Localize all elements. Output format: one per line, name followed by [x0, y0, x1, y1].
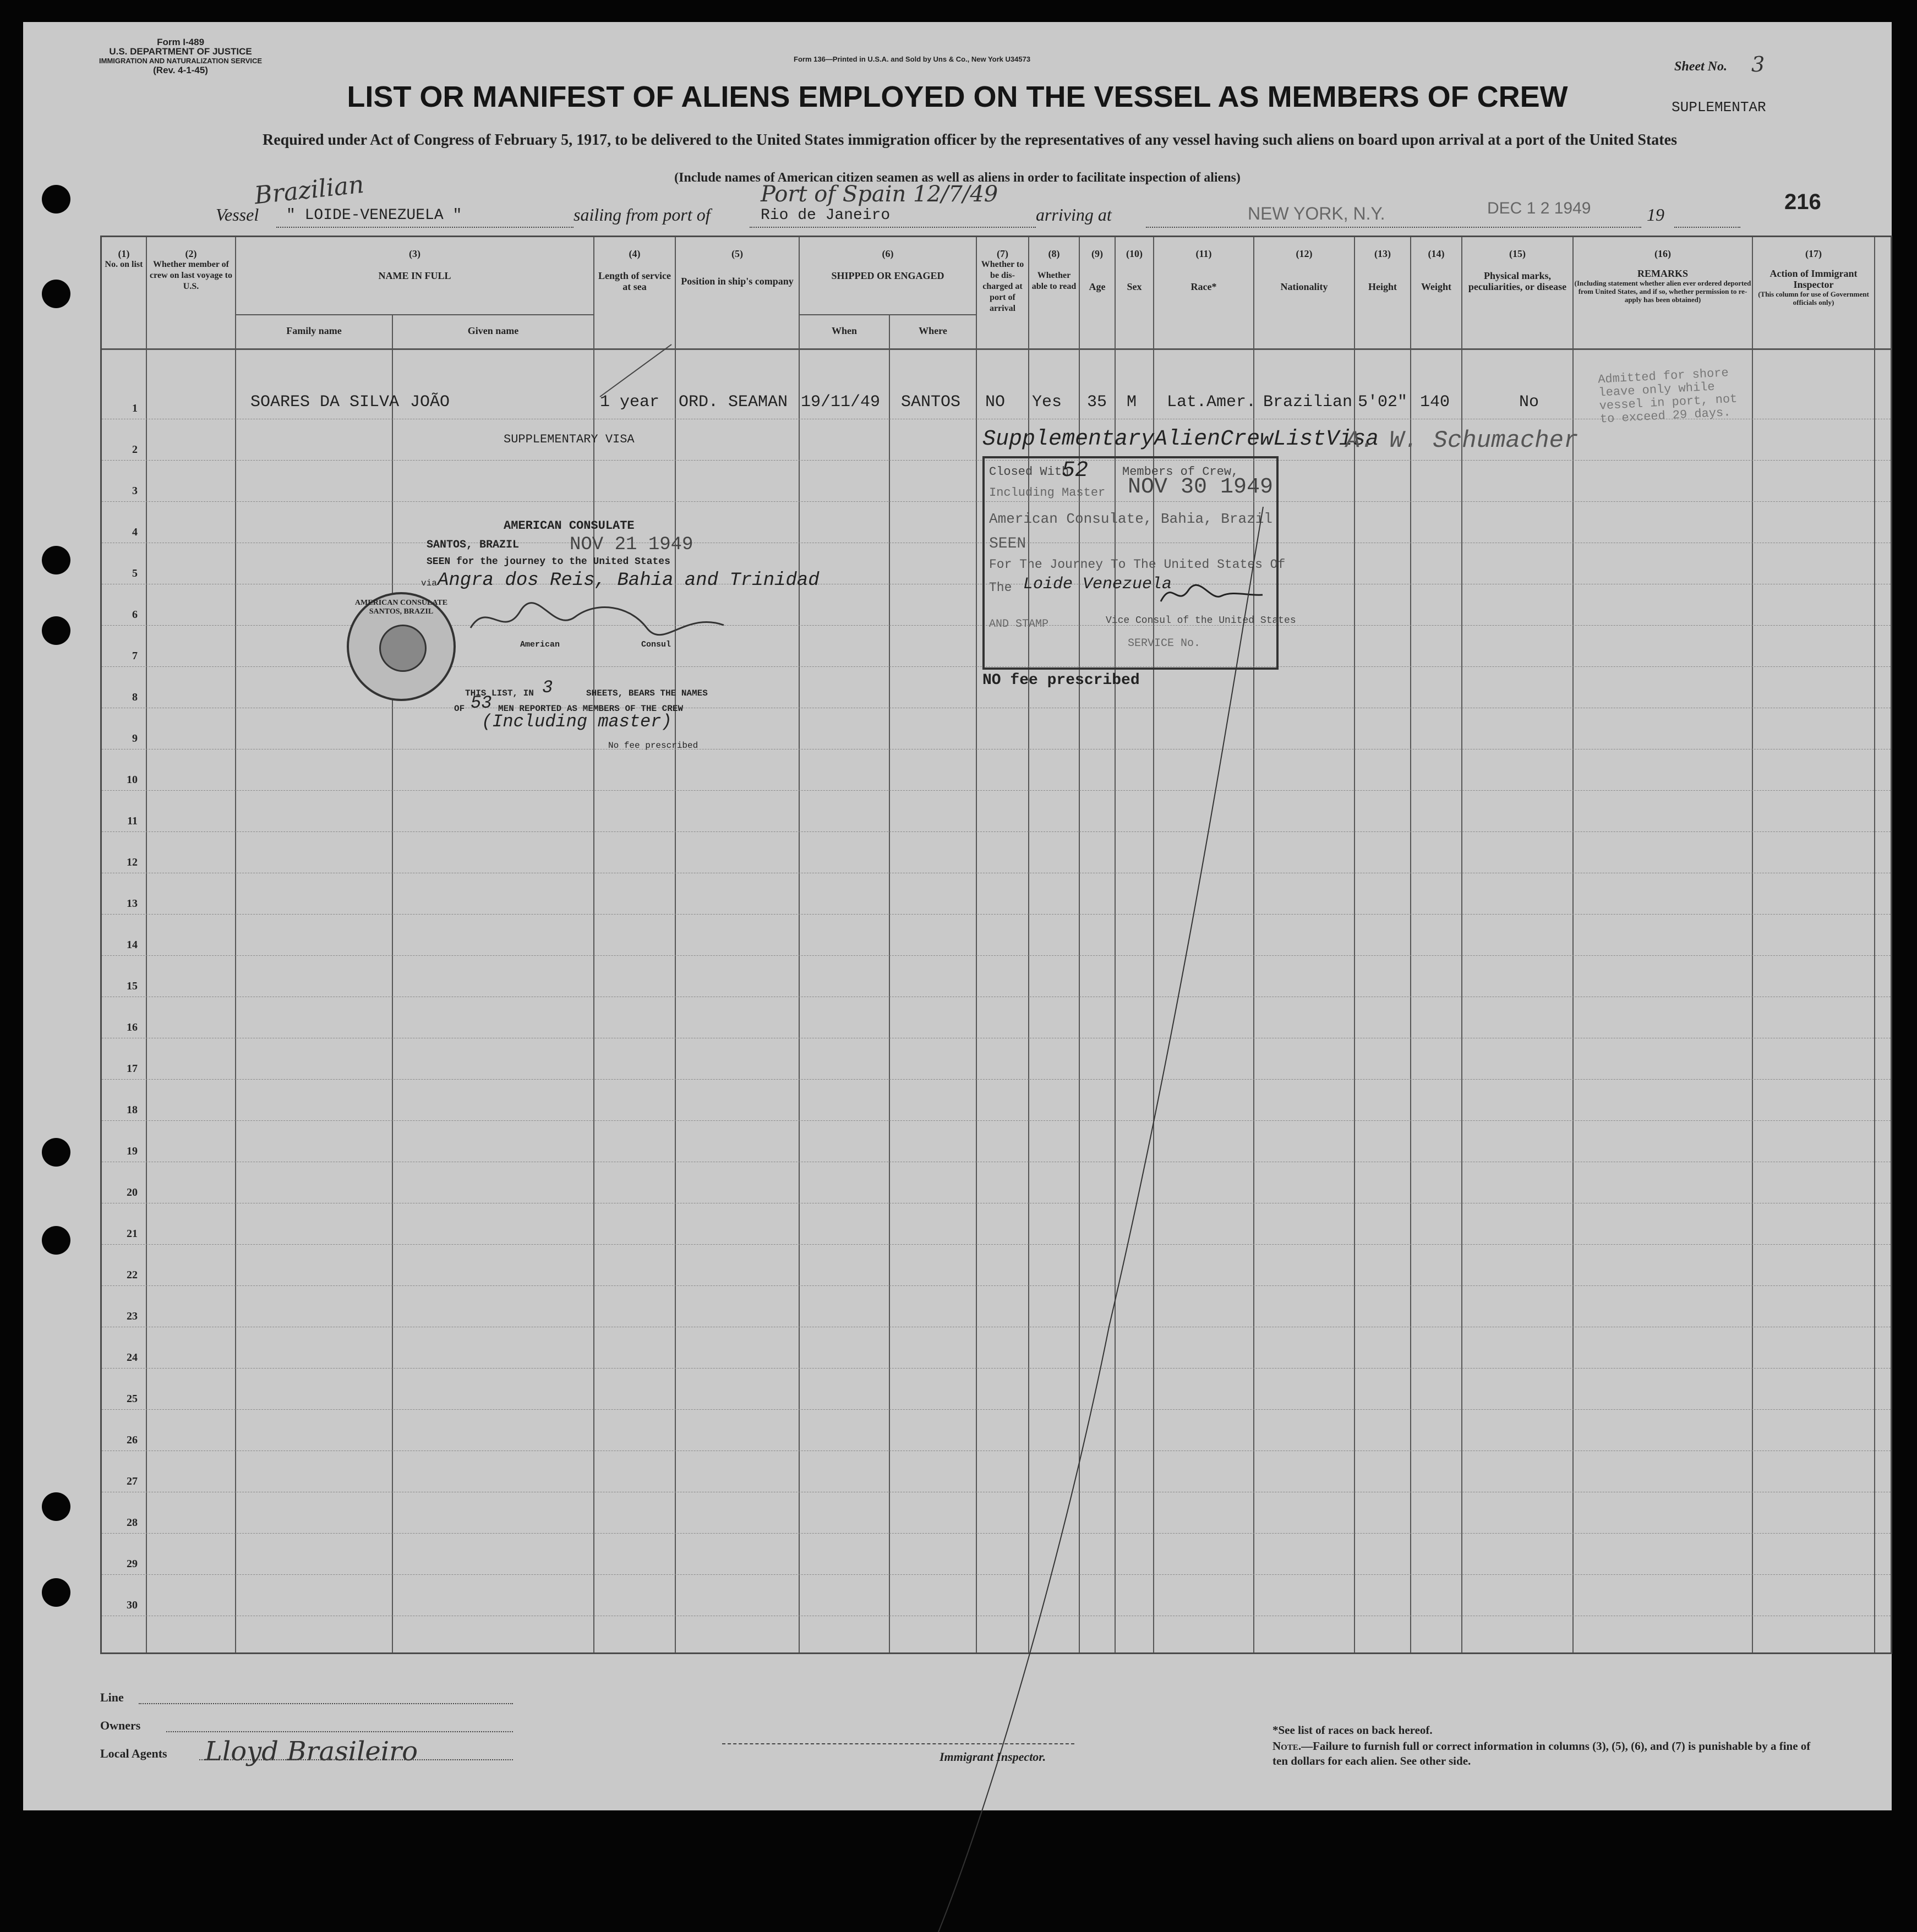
bahia-the: The	[989, 581, 1012, 595]
col-11-header: (11) Race*	[1190, 248, 1217, 292]
row-number: 17	[127, 1063, 138, 1075]
row-number: 2	[132, 444, 138, 456]
bahia-no-fee: NO fee prescribed	[982, 672, 1140, 689]
binder-hole	[42, 616, 70, 645]
row-number: 21	[127, 1228, 138, 1240]
col-7-header: (7) Whether to be dis-charged at port of arrival	[981, 248, 1024, 313]
bahia-vice-consul: Vice Consul of the United States	[1106, 615, 1296, 626]
col-5-header: (5) Position in ship's company	[681, 248, 794, 287]
bahia-including-master: Including Master	[989, 486, 1106, 500]
include-note: (Include names of American citizen seamen as well as aliens in order to facilitate inspection of aliens)	[674, 171, 1241, 185]
santos-consul: Consul	[641, 640, 671, 649]
entry-where: SANTOS	[901, 393, 961, 412]
vessel-name: " LOIDE-VENEZUELA "	[286, 207, 462, 224]
col-2-header: (2) Whether member of crew on last voyage to U.S.	[150, 248, 232, 291]
members-count: 52	[1062, 458, 1089, 483]
row-number: 28	[127, 1517, 138, 1529]
entry-height: 5'02"	[1358, 393, 1408, 412]
cancel-stroke	[927, 501, 1313, 1932]
bahia-journey: For The Journey To The United States Of	[989, 557, 1286, 572]
row-number: 29	[127, 1558, 138, 1570]
form-id: Form I-489	[157, 37, 205, 47]
footer-note	[1272, 1739, 1812, 1769]
members-of-crew: Members of Crew,	[1122, 465, 1239, 479]
crew-table	[100, 236, 1892, 1654]
year-rule	[1674, 227, 1740, 228]
bahia-vessel-name: Loide Venezuela	[1023, 575, 1172, 594]
departure-port: Rio de Janeiro	[761, 207, 891, 224]
department: U.S. DEPARTMENT OF JUSTICE	[109, 46, 252, 57]
page-number: 216	[1784, 190, 1821, 214]
col-13-header: (13) Height	[1368, 248, 1397, 292]
row-number: 12	[127, 856, 138, 868]
bahia-date: NOV 30 1949	[1128, 475, 1274, 500]
row-number: 3	[132, 485, 138, 497]
list-text-a: THIS LIST, IN	[465, 688, 534, 698]
port-handwritten: Port of Spain 12/7/49	[761, 182, 998, 207]
col-12-header: (12) Nationality	[1280, 248, 1328, 292]
row-number: 20	[127, 1186, 138, 1198]
binder-hole	[42, 1492, 70, 1521]
row-number: 4	[132, 526, 138, 538]
requirement-text: Required under Act of Congress of February 5, 1917, to be delivered to the United States immigration officer by the representatives of any vessel having such aliens on board upon arrival at a port of the United States	[263, 132, 1677, 149]
row-number: 15	[127, 980, 138, 992]
col-10-header: (10) Sex	[1126, 248, 1143, 292]
binder-hole	[42, 280, 70, 308]
row-number: 30	[127, 1599, 138, 1611]
date-stamp: DEC 1 2 1949	[1487, 199, 1591, 217]
col-3-header: (3) NAME IN FULL	[378, 248, 451, 281]
col-14-header: (14) Weight	[1421, 248, 1451, 292]
including-master: (Including master)	[482, 711, 672, 732]
seal-text: AMERICAN CONSULATE SANTOS, BRAZIL	[354, 599, 448, 616]
row-number: 6	[132, 609, 138, 621]
list-text-c: OF	[454, 704, 465, 714]
row-number: 10	[127, 774, 138, 786]
row-number: 23	[127, 1310, 138, 1322]
santos-signer-title: American	[520, 640, 560, 649]
row-number: 22	[127, 1269, 138, 1281]
row-number: 26	[127, 1434, 138, 1446]
entry-nationality: Brazilian	[1263, 393, 1353, 412]
family-name-header: Family name	[286, 325, 342, 336]
list-text-d: MEN REPORTED AS MEMBERS OF THE CREW	[498, 704, 684, 714]
closed-with: Closed With	[989, 465, 1069, 479]
sheets-count: 3	[542, 677, 553, 698]
bahia-visa-title: SupplementaryAlienCrewListVisa	[982, 427, 1379, 452]
row-number: 5	[132, 567, 138, 579]
row-number: 27	[127, 1475, 138, 1487]
flag-handwritten: Brazilian	[253, 170, 365, 210]
bahia-seen: SEEN	[989, 535, 1026, 552]
santos-date: NOV 21 1949	[570, 534, 693, 555]
year-label: 19	[1647, 205, 1664, 225]
when-header: When	[831, 325, 857, 336]
sheet-number: 3	[1751, 52, 1765, 76]
vessel-label: Vessel	[216, 205, 259, 225]
row-number: 8	[132, 691, 138, 703]
row-number: 24	[127, 1351, 138, 1364]
consul-signature	[465, 595, 729, 644]
col-15-header: (15) Physical marks, peculiarities, or disease	[1468, 248, 1567, 292]
arriving-label: arriving at	[1036, 205, 1112, 225]
men-count: 53	[471, 693, 492, 713]
row-number: 13	[127, 897, 138, 910]
owners-rule	[166, 1731, 513, 1732]
entry-race: Lat.Amer.	[1167, 393, 1257, 412]
bahia-consulate: American Consulate, Bahia, Brazil	[989, 511, 1272, 527]
entry-age: 35	[1087, 393, 1107, 412]
row-number: 19	[127, 1145, 138, 1157]
col-8-header: (8) Whether able to read	[1031, 248, 1077, 291]
manifest-sheet	[23, 22, 1892, 1810]
santos-visa-title: SUPPLEMENTARY VISA	[504, 433, 635, 446]
col-1-header: (1) No. on list	[105, 248, 143, 269]
row-number: 16	[127, 1021, 138, 1033]
binder-hole	[42, 1138, 70, 1167]
bahia-and-stamp: AND STAMP	[989, 618, 1049, 631]
santos-no-fee: No fee prescribed	[608, 741, 698, 751]
vessel-rule	[276, 227, 574, 228]
races-note: *See list of races on back hereof.	[1272, 1723, 1433, 1737]
printer-line: Form 136—Printed in U.S.A. and Sold by Uns & Co., New York U34573	[794, 55, 1031, 63]
entry-when: 19/11/49	[801, 393, 881, 412]
entry-weight: 140	[1420, 393, 1450, 412]
supplement-tag: SUPLEMENTAR	[1672, 99, 1766, 116]
entry-marks: No	[1519, 393, 1539, 412]
row-number: 18	[127, 1104, 138, 1116]
entry-discharged: NO	[985, 393, 1006, 412]
col-16-header: (16) REMARKS (Including statement whether alien ever ordered deported from United States, and if so, whether permission to re-apply has been obtained)	[1574, 248, 1751, 304]
line-rule	[139, 1703, 513, 1704]
given-name-header: Given name	[467, 325, 519, 336]
port-rule	[750, 227, 1036, 228]
sailing-label: sailing from port of	[574, 205, 711, 225]
santos-via: via	[421, 578, 437, 588]
where-header: Where	[919, 325, 947, 336]
binder-hole	[42, 1226, 70, 1255]
list-text-b: SHEETS, BEARS THE NAMES	[586, 688, 708, 698]
santos-seen: SEEN for the journey to the United States	[427, 556, 670, 567]
arriving-rule	[1146, 227, 1641, 228]
service-name: IMMIGRATION AND NATURALIZATION SERVICE	[99, 57, 263, 65]
inspector-label: Immigrant Inspector.	[940, 1750, 1046, 1764]
entry-service: 1 year	[600, 393, 660, 412]
santos-consulate: AMERICAN CONSULATE	[504, 519, 635, 533]
agents-signature: Lloyd Brasileiro	[205, 1736, 418, 1767]
row-number: 1	[132, 402, 138, 414]
inspector-rule	[722, 1743, 1074, 1744]
binder-hole	[42, 546, 70, 574]
inspector-signature: A. W. Schumacher	[1346, 427, 1579, 455]
entry-given-name: JOÃO	[410, 393, 450, 412]
binder-hole	[42, 1578, 70, 1607]
row-number: 14	[127, 939, 138, 951]
santos-route: Angra dos Reis, Bahia and Trinidad	[438, 570, 820, 591]
col-17-header: (17) Action of Immigrant Inspector (This column for use of Government officials only)	[1758, 248, 1869, 307]
entry-family-name: SOARES DA SILVA	[250, 393, 400, 412]
entry-position: ORD. SEAMAN	[679, 393, 788, 412]
document-title: LIST OR MANIFEST OF ALIENS EMPLOYED ON THE VESSEL AS MEMBERS OF CREW	[347, 80, 1568, 113]
service-tick	[594, 342, 677, 402]
arriving-port: NEW YORK, N.Y.	[1248, 204, 1385, 223]
agents-label: Local Agents	[100, 1747, 167, 1760]
note-text: —Failure to furnish full or correct information in columns (3), (5), (6), and (7) is punishable by a fine of ten dollars for each alien. See other side.	[1272, 1739, 1811, 1767]
note-label: Note.	[1272, 1739, 1302, 1753]
form-info	[99, 37, 262, 75]
agents-rule	[199, 1759, 513, 1760]
form-revision: (Rev. 4-1-45)	[153, 65, 208, 75]
consulate-seal	[347, 592, 456, 701]
binder-hole	[42, 185, 70, 214]
col-6-header: (6) SHIPPED OR ENGAGED	[831, 248, 944, 281]
row-number: 11	[127, 815, 138, 827]
row-number: 9	[132, 732, 138, 745]
col-4-header: (4) Length of service at sea	[598, 248, 671, 292]
owners-label: Owners	[100, 1718, 141, 1732]
entry-read: Yes	[1032, 393, 1062, 412]
bahia-service: SERVICE No.	[1128, 637, 1201, 650]
entry-sex: M	[1127, 393, 1137, 412]
row-number: 25	[127, 1393, 138, 1405]
col-9-header: (9) Age	[1089, 248, 1106, 292]
entry-remarks: Admitted for shore leave only while vessel in port, not to exceed 29 days.	[1597, 366, 1738, 426]
sheet-label: Sheet No.	[1674, 59, 1727, 74]
santos-place: SANTOS, BRAZIL	[427, 539, 520, 551]
line-label: Line	[100, 1690, 124, 1704]
row-number: 7	[132, 650, 138, 662]
